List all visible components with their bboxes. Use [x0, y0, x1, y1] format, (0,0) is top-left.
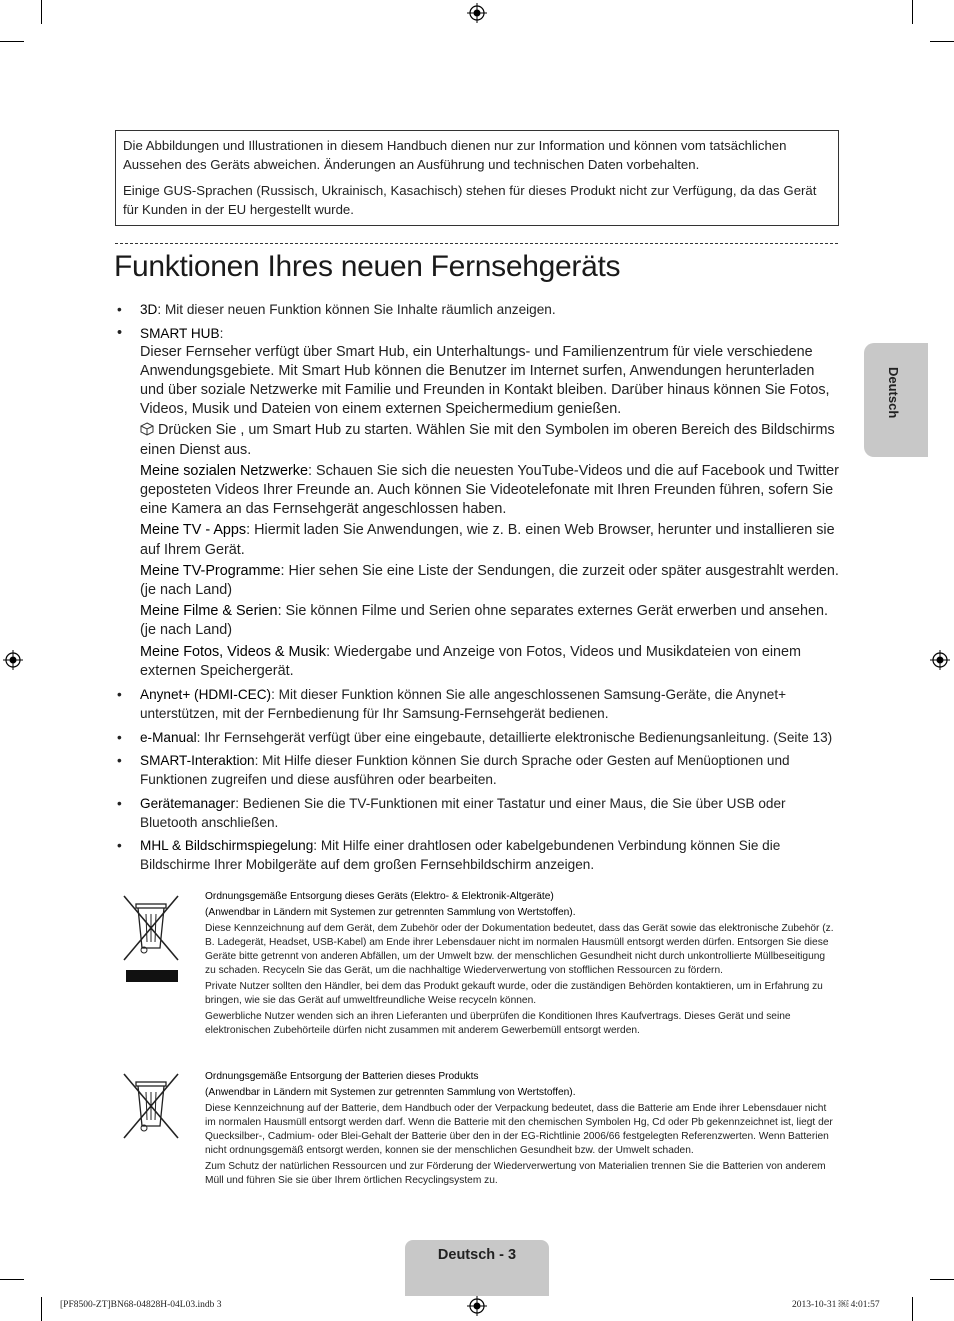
feature-term: SMART HUB: [140, 325, 220, 341]
list-item: [115, 685, 839, 723]
feature-term: SMART-Interaktion: [140, 753, 255, 769]
crop-mark: [930, 1279, 954, 1280]
section-divider: [115, 243, 838, 244]
disposal-subheading: (Anwendbar in Ländern mit Systemen zur getrennten Sammlung von Wertstoffen).: [205, 1087, 576, 1098]
language-side-tab: [864, 343, 928, 457]
feature-text: : Ihr Fernsehgerät verfügt über eine eingebaute, detaillierte elektronische Bedienungsanleitung. (Seite 13): [196, 729, 833, 745]
crop-mark: [0, 1279, 24, 1280]
crop-mark: [912, 0, 913, 24]
registration-mark-icon: [467, 1296, 487, 1316]
feature-term: e-Manual: [140, 729, 197, 745]
disposal-paragraph: Zum Schutz der natürlichen Ressourcen und zur Förderung der Wiederverwertung von Materialien trennen Sie die Batterien von anderem Müll und führen Sie sie über Ihrem örtlichen Recyclingsystem zu.: [205, 1161, 826, 1186]
bullet: •: [117, 324, 123, 341]
disposal-heading: Ordnungsgemäße Entsorgung der Batterien dieses Produkts: [205, 1071, 479, 1082]
crop-mark: [0, 41, 24, 42]
crop-mark: [930, 41, 954, 42]
registration-mark-icon: [467, 3, 487, 23]
smart-hub-press: Drücken Sie , um Smart Hub zu starten. Wählen Sie mit den Symbolen im oberen Bereich des Bildschirms einen Dienst aus.: [140, 422, 835, 458]
list-item: [115, 324, 839, 681]
list-item: [115, 794, 839, 832]
bullet: •: [117, 838, 122, 854]
page-title: Funktionen Ihres neuen Fernsehgeräts: [114, 250, 621, 283]
crossed-bin-battery-icon: [120, 1070, 182, 1140]
smart-hub-cube-icon: [140, 422, 154, 436]
print-slug-right: 2013-10-31 ￼ 4:01:57: [792, 1300, 880, 1310]
feature-list: [115, 300, 839, 879]
list-item: [115, 836, 839, 874]
page-number: Deutsch - 3: [437, 1247, 517, 1263]
feature-text: : Bedienen Sie die TV-Funktionen mit einer Tastatur und einer Maus, die Sie über USB oder Bluetooth anschließen.: [140, 795, 786, 830]
disposal-device-section: [205, 890, 837, 1040]
feature-text: : Mit Hilfe einer drahtlosen oder kabelgebundenen Verbindung können Sie die Bildschirme Ihrer Mobilgeräte auf dem großen Fernsehbildschirm anzeigen.: [140, 838, 781, 873]
crop-mark: [41, 0, 42, 24]
smart-hub-item: Meine Fotos, Videos & Musik: Wiedergabe und Anzeige von Fotos, Videos und Musikdateien von einem externen Speichergerät.: [140, 643, 802, 679]
bullet: •: [117, 729, 122, 745]
notice-box: [115, 130, 839, 226]
feature-term: 3D: [140, 302, 158, 317]
feature-colon: :: [219, 325, 224, 341]
bullet: •: [117, 795, 122, 811]
list-item: [115, 300, 839, 319]
disposal-paragraph: Diese Kennzeichnung auf der Batterie, dem Handbuch oder der Verpackung bedeutet, dass die Batterie am Ende ihrer Lebensdauer nicht im normalen Hausmüll entsorgt werden darf. Wenn die Batterie mit den chemischen Symbolen Hg, Cd oder Pb gekennzeichnet ist, liegt der Quecksilber-, Cadmium- oder Blei-Gehalt der Batterie über den in der EG-Richtlinie 2006/66 festgelegten Referenzwerten. Wenn Batterien nicht ordnungsgemäß entsorgt werden, konnen sie der menschlichen Gesundheit bzw. der Umwelt schaden.: [205, 1103, 833, 1156]
feature-text: : Mit Hilfe dieser Funktion können Sie durch Sprache oder Gesten auf Menüoptionen und Funktionen zugreifen und diese ausführen oder bearbeiten.: [140, 753, 790, 788]
notice-paragraph: Die Abbildungen und Illustrationen in diesem Handbuch dienen nur zur Information und können vom tatsächlichen Aussehen des Geräts abweichen. Änderungen an Ausführung und technischen Daten vorbehalten.: [123, 138, 787, 172]
crop-mark: [41, 1297, 42, 1321]
bullet: •: [117, 687, 122, 703]
disposal-heading: Ordnungsgemäße Entsorgung dieses Geräts (Elektro- & Elektronik-Altgeräte): [205, 891, 554, 902]
smart-hub-item: Meine TV-Programme: Hier sehen Sie eine Liste der Sendungen, die zurzeit oder später ausgestrahlt werden. (je nach Land): [140, 562, 839, 598]
list-item: [115, 728, 839, 747]
bullet: •: [117, 302, 122, 317]
smart-hub-item: Meine Filme & Serien: Sie können Filme und Serien ohne separates externes Gerät erwerben und ansehen. (je nach Land): [140, 603, 828, 639]
registration-mark-icon: [930, 650, 950, 670]
disposal-paragraph: Private Nutzer sollten den Händler, bei dem das Produkt gekauft wurde, oder die zuständigen Behörden kontaktieren, um in Erfahrung zu bringen, wie sie das Gerät auf umweltfreundliche Weise recyceln können.: [205, 981, 823, 1006]
smart-hub-item: Meine sozialen Netzwerke: Schauen Sie sich die neuesten YouTube-Videos und die auf Facebook und Twitter geposteten Videos Ihrer Freunde an. Auch können Sie Videotelefonate mit Ihren Freunden führen, sofern Sie eine Kamera an das Fernsehgerät angeschlossen haben.: [140, 462, 839, 518]
feature-term: Gerätemanager: [140, 795, 236, 811]
list-item: [115, 751, 839, 789]
feature-term: Anynet+ (HDMI-CEC): [140, 687, 272, 703]
smart-hub-details: [140, 343, 839, 681]
disposal-subheading: (Anwendbar in Ländern mit Systemen zur getrennten Sammlung von Wertstoffen).: [205, 907, 576, 918]
print-slug-left: [PF8500-ZT]BN68-04828H-04L03.indb 3: [60, 1300, 222, 1310]
feature-text: : Mit dieser Funktion können Sie alle angeschlossenen Samsung-Geräte, die Anynet+ unterstützen, mit der Fernbedienung für Ihr Samsung-Fernsehgerät bedienen.: [140, 687, 787, 722]
disposal-paragraph: Gewerbliche Nutzer wenden sich an ihren Lieferanten und überprüfen die Konditionen Ihres Kaufvertrags. Dieses Gerät und seine elektronischen Zubehörteile dürfen nicht zusammen mit anderem Gewerbemüll entsorgt werden.: [205, 1011, 791, 1036]
registration-mark-icon: [3, 650, 23, 670]
smart-hub-item: Meine TV - Apps: Hiermit laden Sie Anwendungen, wie z. B. einen Web Browser, herunter und installieren sie auf Ihrem Gerät.: [140, 522, 835, 558]
crossed-bin-device-icon: [120, 892, 182, 984]
smart-hub-intro: Dieser Fernseher verfügt über Smart Hub, ein Unterhaltungs- und Familienzentrum für viele verschiedene Anwendungsgebiete. Mit Smart Hub können die Benutzer im Internet surfen, Anwendungen herunterladen und über soziale Netzwerke mit Familie und Freunden in Kontakt bleiben. Darüber hinaus können Sie Fotos, Videos, Musik und Dateien von einem externen Speichermedium genießen.: [140, 343, 830, 418]
feature-text: : Mit dieser neuen Funktion können Sie Inhalte räumlich anzeigen.: [157, 302, 556, 317]
language-side-tab-label: Deutsch: [886, 367, 901, 419]
notice-paragraph: Einige GUS-Sprachen (Russisch, Ukrainisch, Kasachisch) stehen für dieses Produkt nicht zur Verfügung, da das Gerät für Kunden in der EU hergestellt wurde.: [123, 183, 817, 217]
bullet: •: [117, 753, 122, 769]
disposal-paragraph: Diese Kennzeichnung auf dem Gerät, dem Zubehör oder der Dokumentation bedeutet, dass das Gerät sowie das elektronische Zubehör (z. B. Ladegerät, Headset, USB-Kabel) am Ende ihrer Lebensdauer nicht im normalen Hausmüll entsorgt werden dürfen. Entsorgen Sie diese Geräte bitte getrennt von anderen Abfällen, um der Umwelt bzw. der menschlichen Gesundheit nicht durch unkontrollierte Müllbeseitigung zu schaden. Recyceln Sie das Gerät, um die nachhaltige Wiederverwertung von stofflichen Ressourcen zu fördern.: [205, 923, 834, 976]
page-number-tab: [405, 1240, 549, 1296]
crop-mark: [912, 1297, 913, 1321]
feature-term: MHL & Bildschirmspiegelung: [140, 838, 314, 854]
disposal-battery-section: [205, 1070, 837, 1190]
